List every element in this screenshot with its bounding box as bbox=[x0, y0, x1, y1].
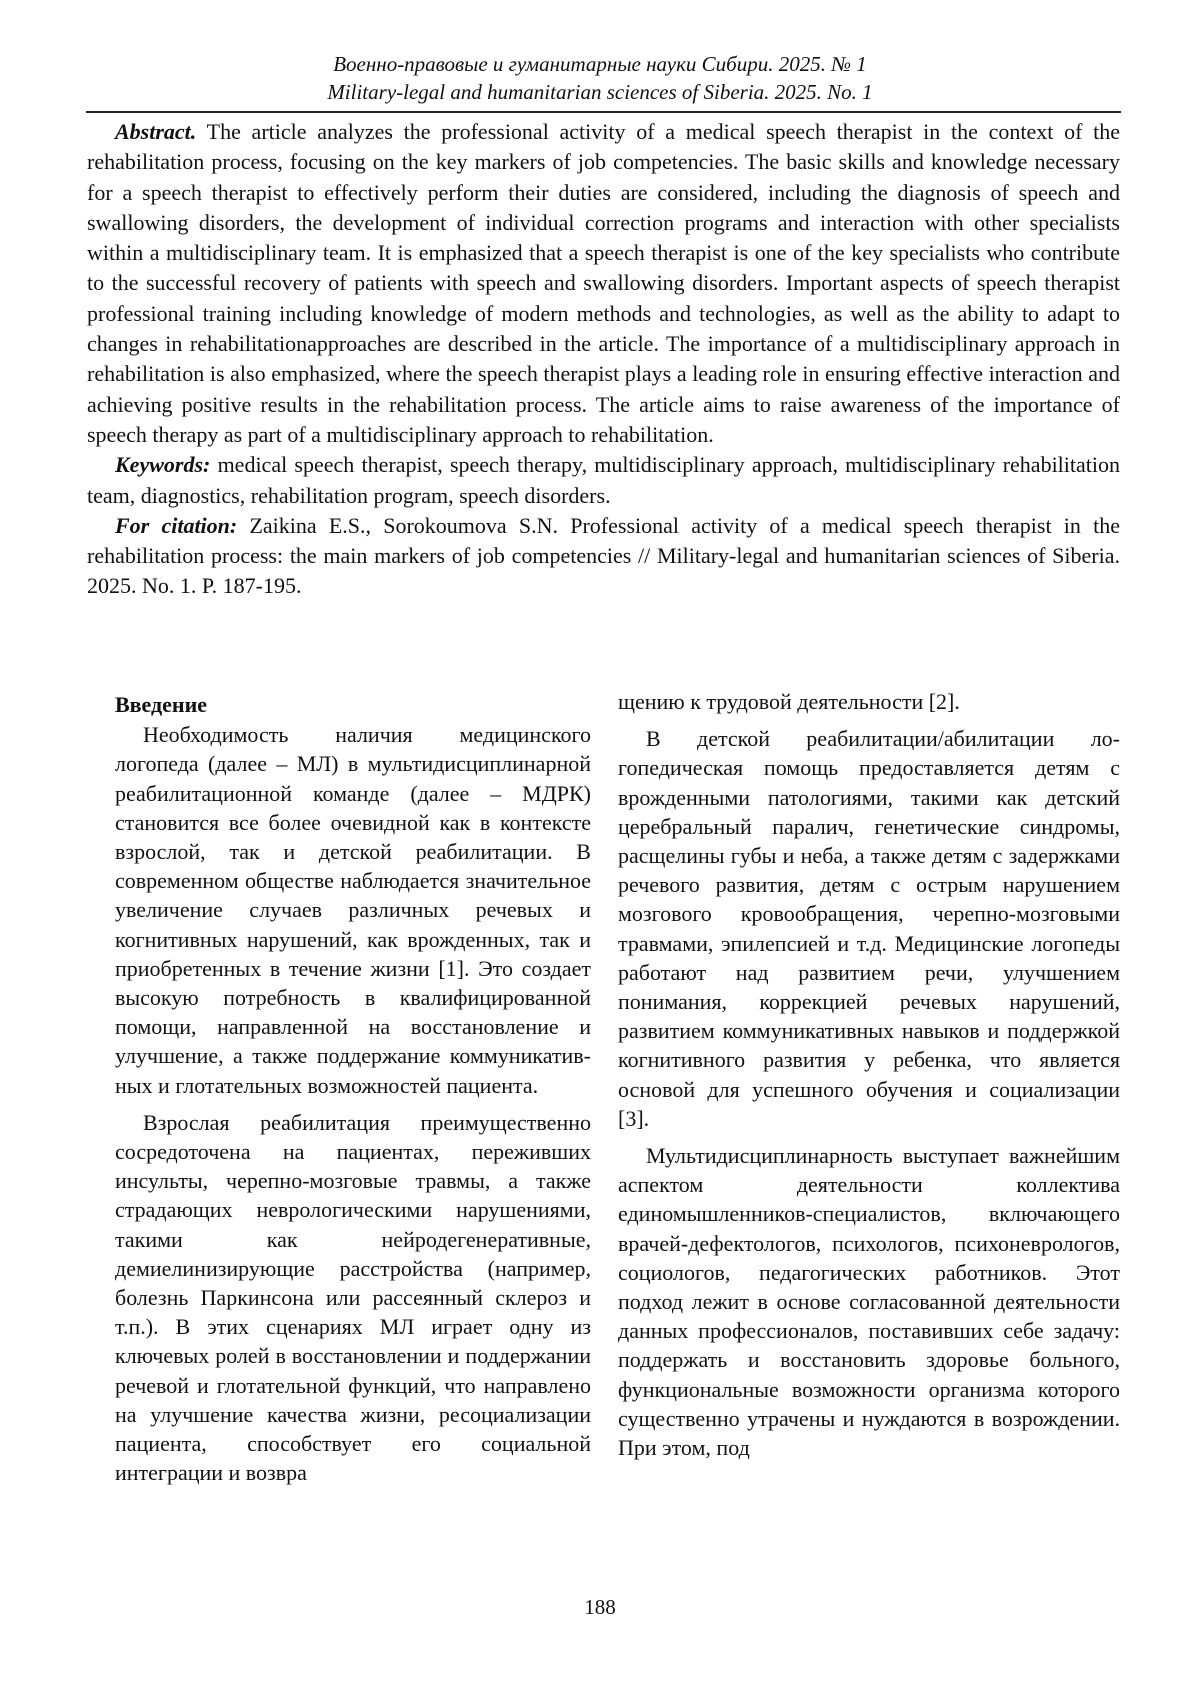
citation-paragraph bbox=[87, 511, 1120, 602]
body-paragraph: Взрослая реабилитация преимущественно сосредоточена на пациентах, переживших инсульты, черепно-мозговые травмы, а также страдающих неврологическими нарушениями, такими как нейродегенеративные, демиелинизирующие расстройства (например, болезнь Паркинсона или рассеянный склероз и т.п.). В этих сценариях МЛ играет одну из ключевых ролей в восстановлении и поддержании речевой и глотательной функций, что направлено на улучшение качества жизни, ресоциализации пациента, способствует его социальной интеграции и возвра bbox=[115, 1109, 591, 1486]
right-column bbox=[618, 687, 1120, 1462]
abstract-label: Abstract. bbox=[115, 119, 197, 144]
keywords-paragraph bbox=[87, 450, 1120, 511]
abstract-text: The article analyzes the professional activity of a medical speech therapist in the context of the rehabilitation process, focusing on the key markers of job competencies. The basic skills and knowledge necessary for a speech therapist to effectively perform their duties are considered, including the diagnosis of speech and swallowing disorders, the development of individual correction programs and interaction with other specialists within a multidisciplinary team. It is emphasized that a speech therapist is one of the key specialists who contribute to the successful recovery of patients with speech and swallowing disorders. Important aspects of speech therapist professional training including knowledge of modern methods and technologies, as well as the ability to adapt to changes in rehabilitationapproaches are described in the article. The importance of a multidisciplinary approach in rehabilitation is also emphasized, where the speech therapist plays a leading role in ensuring effective interaction and achieving positive results in the rehabilitation process. The article aims to raise awareness of the importance of speech therapy as part of a multidisciplinary approach to rehabilitation. bbox=[87, 119, 1120, 447]
journal-title-en: Military-legal and humanitarian sciences of Siberia. 2025. No. 1 bbox=[327, 80, 873, 104]
section-title: Введение bbox=[115, 692, 208, 717]
body-paragraph: Необходимость наличия медицинского логопеда (далее – МЛ) в мультидисциплинарной реабилитационной команде (далее – МДРК) становится все более очевидной как в контексте взрослой, так и детской реабилитации. В современном обществе наблюдается значительное увеличение случаев различных речевых и когнитивных нарушений, как врожденных, так и приобретенных в течение жизни [1]. Это создает высокую потребность в квалифицированной помощи, направленной на восстановление и улучшение, а также поддержание коммуникативных и глотательных возможностей пациента. bbox=[115, 722, 591, 1098]
body-paragraph-continuation: щению к трудовой деятельности [2]. bbox=[618, 689, 960, 714]
citation-label: For citation: bbox=[115, 512, 238, 538]
citation-text: Zaikina E.S., Sorokoumova S.N. Professional activity of a medical speech therapist in the rehabilitation process: the main markers of job competencies // Military-legal and humanitarian sciences of Siberia. 2025. No. 1. P. 187-195. bbox=[87, 512, 1121, 599]
keywords-text: medical speech therapist, speech therapy, multidisciplinary approach, multidisciplinary rehabilitation team, diagnostics, rehabilitation program, speech disorders. bbox=[87, 452, 1121, 508]
abstract-section bbox=[87, 117, 1120, 602]
journal-title-ru: Военно-правовые и гуманитарные науки Сибири. 2025. № 1 bbox=[333, 52, 867, 76]
body-paragraph: В детской реабилитации/абилитации логопедическая помощь предоставляется детям с врожденными патологиями, такими как детский церебральный паралич, генетические синдромы, расщелины губы и неба, а также детям с задержками речевого развития, детям с острым нарушением мозгового кровообращения, черепно-мозговыми травмами, эпилепсией и т.д. Медицинские логопеды работают над развитием речи, улучшением понимания, коррекцией речевых нарушений, развитием коммуникативных навыков и поддержкой когнитивного развития у ребенка, что является основой для успешного обучения и социализации [3]. bbox=[618, 726, 1120, 1131]
page-number: 188 bbox=[584, 1595, 616, 1619]
body-paragraph: Мультидисциплинарность выступает важнейшим аспектом деятельности коллектива единомышленников-специалистов, включающего врачей-дефектологов, психологов, психоневрологов, социологов, педагогических работников. Этот подход лежит в основе согласованной деятельности данных профессионалов, поставивших себе задачу: поддержать и восстановить здоровье больного, функциональные возможности организма которого существенно утрачены и нуждаются в возрождении. При этом, под bbox=[618, 1143, 1120, 1461]
abstract-paragraph bbox=[87, 117, 1120, 450]
header-rule bbox=[86, 111, 1121, 113]
keywords-label: Keywords: bbox=[115, 452, 211, 478]
journal-header bbox=[0, 50, 1200, 106]
left-column bbox=[115, 690, 591, 1487]
